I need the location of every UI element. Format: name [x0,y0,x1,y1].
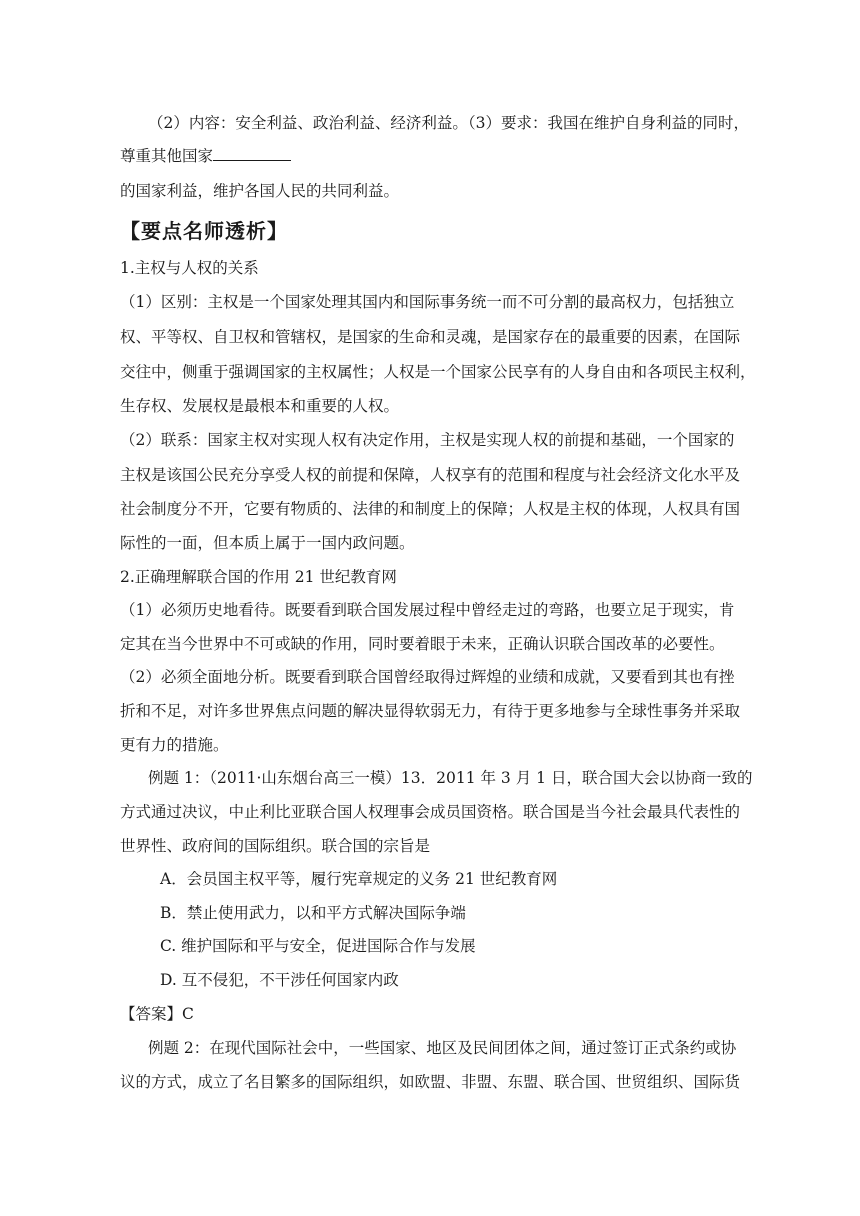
section1-p1-line: 生存权、发展权是最根本和重要的人权。 [120,397,400,415]
section1-p2-line: 社会制度分不开，它要有物质的、法律的和制度上的保障；人权是主权的体现，人权具有国 [120,500,741,518]
fill-in-blank [213,146,291,161]
example1-answer: 【答案】C [120,1005,194,1023]
section1-p1-line: 交往中，侧重于强调国家的主权属性；人权是一个国家公民享有的人身自由和各项民主权利， [120,363,756,381]
example1-line: 世界性、政府间的国际组织。联合国的宗旨是 [120,837,431,855]
example2-line: 例题 2：在现代国际社会中，一些国家、地区及民间团体之间，通过签订正式条约或协 [148,1039,737,1057]
section1-p2-line: （2）联系：国家主权对实现人权有决定作用，主权是实现人权的前提和基础，一个国家的 [120,431,735,449]
intro-line-2-text: 尊重其他国家 [120,147,214,165]
section1-p1-line: 权、平等权、自卫权和管辖权，是国家的生命和灵魂，是国家存在的最重要的因素，在国际 [120,328,741,346]
section2-title: 2.正确理解联合国的作用 21 世纪教育网 [120,568,397,586]
example1-option-c: C. 维护国际和平与安全，促进国际合作与发展 [160,937,476,955]
intro-line-1: （2）内容：安全利益、政治利益、经济利益。（3）要求：我国在维护自身利益的同时， [148,114,749,132]
example1-option-a: A．会员国主权平等，履行宪章规定的义务 21 世纪教育网 [160,870,558,888]
section2-p2-line: 折和不足，对许多世界焦点问题的解决显得软弱无力，有待于更多地参与全球性事务并采取 [120,702,741,720]
section1-title: 1.主权与人权的关系 [120,259,259,277]
example1-line: 方式通过决议，中止利比亚联合国人权理事会成员国资格。联合国是当今社会最具代表性的 [120,803,741,821]
intro-line-3: 的国家利益，维护各国人民的共同利益。 [120,182,400,200]
example1-line: 例题 1：（2011·山东烟台高三一模）13．2011 年 3 月 1 日，联合国大会以协商一致的 [148,769,753,787]
example1-option-d: D. 互不侵犯，不干涉任何国家内政 [160,971,399,989]
section2-p1-line: 定其在当今世界中不可或缺的作用，同时要着眼于未来，正确认识联合国改革的必要性。 [120,635,725,653]
section1-p2-line: 主权是该国公民充分享受人权的前提和保障，人权享有的范围和程度与社会经济文化水平及 [120,466,741,484]
section2-p2-line: （2）必须全面地分析。既要看到联合国曾经取得过辉煌的业绩和成就，又要看到其也有挫 [120,668,735,686]
section2-p1-line: （1）必须历史地看待。既要看到联合国发展过程中曾经走过的弯路，也要立足于现实，肯 [120,601,735,619]
example2-line: 议的方式，成立了名目繁多的国际组织，如欧盟、非盟、东盟、联合国、世贸组织、国际货 [120,1073,741,1091]
section1-p1-line: （1）区别：主权是一个国家处理其国内和国际事务统一而不可分割的最高权力，包括独立 [120,293,735,311]
intro-line-2 [120,146,291,166]
example1-option-b: B．禁止使用武力，以和平方式解决国际争端 [160,904,466,922]
section2-p2-line: 更有力的措施。 [120,736,229,754]
section-heading: 【要点名师透析】 [120,219,288,243]
section1-p2-line: 际性的一面，但本质上属于一国内政问题。 [120,534,415,552]
